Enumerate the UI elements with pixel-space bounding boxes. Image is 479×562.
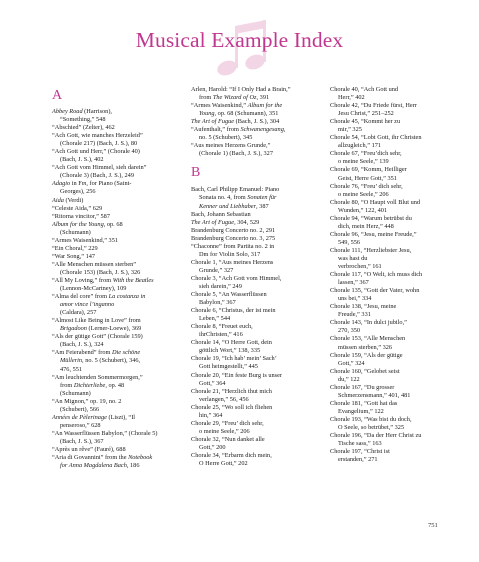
index-column-2 xyxy=(191,86,325,468)
index-entry-text: (Verdi) xyxy=(63,196,84,204)
index-entry xyxy=(191,372,325,388)
index-entry-text: “Als der gütige Gott” (Chorale 159) (Bach, J. S.), 324 xyxy=(52,333,143,349)
index-entry-text: Chorale 94, “Warum betrübst du dich, mein Herz,” 448 xyxy=(330,214,412,230)
index-entry-text: , for Piano (Saint- Georges), 256 xyxy=(60,180,132,196)
index-entry-text: Chorale 29, “Freu’ dich sehr, o meine Seele,” 206 xyxy=(191,419,264,435)
index-entry-text: “Armes Waisenkind,” xyxy=(191,102,248,110)
index-entry-text: “Almost Like Being in Love” from xyxy=(52,317,141,325)
index-entry xyxy=(330,319,456,335)
index-entry-title: m xyxy=(81,180,87,188)
index-entry-text: “Aria di Govannini” from the xyxy=(52,454,129,462)
index-entry xyxy=(191,142,325,158)
index-entry-text: “Ach Gott und Herr,” (Chorale 40) (Bach, J. S.), 402 xyxy=(52,148,140,164)
index-entry xyxy=(330,247,456,271)
index-entry-text: “An Wasserflüssen Babylon,” (Chorale 5) (Bach, J. S.), 367 xyxy=(52,429,158,445)
index-entry-title: Schwanengesang xyxy=(240,126,284,134)
index-entry xyxy=(52,446,186,454)
index-entry-text: Brandenburg Concerto no. 3, 275 xyxy=(191,234,276,242)
index-entry-text: “Après un rêve” (Fauré), 688 xyxy=(52,445,126,453)
index-entry xyxy=(52,148,186,164)
index-entry-text: “Celeste Aida,” 629 xyxy=(52,204,103,212)
index-entry xyxy=(191,420,325,436)
index-entry xyxy=(191,388,325,404)
index-entry-text: Chorale 32, “Nun danket alle Gott,” 200 xyxy=(191,435,265,451)
index-entry-text: Chorale 138, “Jesu, meine Freude,” 331 xyxy=(330,303,397,319)
index-entry-title: Die schöne Müllerin xyxy=(60,349,141,365)
index-entry xyxy=(330,432,456,448)
index-entry-text: Chorale 153, “Alle Menschen müssen sterben,” 326 xyxy=(330,335,406,351)
index-entry-text: Chorale 19, “Ich hab’ mein’ Sach’ Gott heimgestellt,” 445 xyxy=(191,355,277,371)
index-entry xyxy=(330,416,456,432)
index-entry-text: Chorale 111, “Herzliebster Jesu, was hast du verbrochen,” 161 xyxy=(330,246,412,271)
page-number: 751 xyxy=(428,522,438,529)
index-entry-text: Chorale 193, “Was bist du doch, O Seele, so betrübet,” 325 xyxy=(330,415,412,431)
index-entry xyxy=(191,436,325,452)
index-entry-text: Chorale 69, “Komm, Heilliger Geist, Herre Gott,” 351 xyxy=(330,166,407,182)
index-entry-text: “Chaconne” from Partita no. 2 in Dm for Violin Solo, 317 xyxy=(191,242,275,258)
index-entry xyxy=(330,102,456,118)
index-entry xyxy=(52,180,186,196)
index-entry xyxy=(52,132,186,148)
index-entry-text: Chorale 34, “Erbarm dich mein, O Herre Gott,” 202 xyxy=(191,451,272,468)
index-entry xyxy=(191,452,325,468)
index-entry xyxy=(191,291,325,307)
index-entry xyxy=(191,404,325,420)
index-entry-text: , 186 xyxy=(126,462,140,470)
index-entry-text: , 391 xyxy=(256,94,270,102)
index-entry-text: , 304, 529 xyxy=(234,218,260,226)
index-entry-title: With the Beatles xyxy=(112,276,154,284)
index-entry xyxy=(191,186,325,210)
index-entry-text: “War Song,” 147 xyxy=(52,252,96,260)
index-entry-text: Bach, Johann Sebastian xyxy=(191,210,251,218)
index-entry xyxy=(330,150,456,166)
index-entry-text: Chorale 135, “Gott der Vater, wohn uns bei,” 334 xyxy=(330,287,420,303)
index-entry-title: Années de Pèlerinage xyxy=(52,413,107,421)
index-entry-text: “Alle Menschen müssen sterben” (Chorale 153) (Bach, J. S.), 326 xyxy=(52,260,141,276)
index-entry-title: Aida xyxy=(52,196,64,204)
index-entry xyxy=(52,277,186,293)
index-entry xyxy=(191,275,325,291)
index-entry xyxy=(330,215,456,231)
index-entry-text: Chorale 40, “Ach Gott und Herr,” 402 xyxy=(330,86,399,102)
index-entry xyxy=(52,261,186,277)
index-entry-text: (Caldara), 257 xyxy=(60,309,97,317)
index-entry-text: “Alma del core” from xyxy=(52,293,109,301)
index-entry-text: Brandenburg Concerto no. 2, 291 xyxy=(191,226,276,234)
index-entry xyxy=(330,199,456,215)
index-entry xyxy=(330,384,456,400)
index-entry-title: The Art of Fugue xyxy=(191,118,235,126)
index-entry-text: Chorale 21, “Herzlich thut mich verlangen,” 56, 456 xyxy=(191,387,272,403)
index-entry-text: Chorale 96, “Jesu, meine Freude,” 549, 556 xyxy=(330,230,417,246)
index-entry-text: Chorale 167, “Du grosser Schmerzensmann,” 401, 481 xyxy=(330,383,411,399)
index-entry xyxy=(52,108,186,124)
index-entry-title: Notebook for Anna Magdalena Bach xyxy=(60,454,153,470)
index-entry-title: The Art of Fugue xyxy=(191,218,235,226)
index-entry-title: Dichterliebe xyxy=(73,381,106,389)
index-entry xyxy=(330,86,456,102)
index-entry xyxy=(330,118,456,134)
index-entry-text: , no. 5 (Schubert), 345 xyxy=(199,126,286,142)
index-entry-text: Chorale 8, “Freuet euch, ihrChristen,” 416 xyxy=(191,323,253,339)
index-entry xyxy=(191,118,325,126)
index-entry-text: “Aufenthalt,” from xyxy=(191,126,241,134)
index-entry-title: Abbey Road xyxy=(52,108,83,115)
index-entry-text: Chorale 5, “An Wasserflüssen Babylon,” 367 xyxy=(191,291,267,307)
index-entry xyxy=(191,307,325,323)
index-entry-title: Album for the Young xyxy=(199,102,283,118)
index-entry-text: Chorale 80, “O Haupt voll Blut und Wunden,” 122, 401 xyxy=(330,198,421,214)
index-entry xyxy=(52,245,186,253)
index-entry-title: Adagio xyxy=(52,180,71,188)
index-entry xyxy=(330,368,456,384)
index-entry xyxy=(52,213,186,221)
index-entry-text: (Harrison), “Something,” 548 xyxy=(60,108,112,124)
index-entry-text: (Bach, J. S.), 304 xyxy=(234,118,280,126)
index-entry-text: Chorale 6, “Christus, der ist mein Leben,” 544 xyxy=(191,307,276,323)
index-entry-title: Sonaten für Kenner und Liebhaber xyxy=(199,194,277,210)
index-entry xyxy=(191,102,325,118)
index-entry-text: Bach, Carl Philipp Emanuel: Piano Sonata no. 4, from xyxy=(191,186,280,202)
index-entry xyxy=(52,237,186,245)
index-entry-text: “All My Loving,” from xyxy=(52,276,113,284)
index-entry-text: “Am Feierabend” from xyxy=(52,349,112,357)
index-entry xyxy=(330,231,456,247)
index-entry-text: Chorale 159, “Als der gütige Gott,” 324 xyxy=(330,351,403,367)
index-entry-text: Chorale 160, “Gelobet seist du,” 122 xyxy=(330,367,400,383)
index-entry xyxy=(191,339,325,355)
index-entry xyxy=(330,287,456,303)
index-entry xyxy=(52,333,186,349)
section-letter: A xyxy=(52,88,63,103)
index-entry-title: La costanza in amor vince l’inganno xyxy=(60,293,146,309)
index-entry-text: , op. 68 (Schumann), 351 xyxy=(214,110,279,118)
index-column-3 xyxy=(330,86,456,464)
index-entry-text: “Ein Choral,” 229 xyxy=(52,244,98,252)
index-entry xyxy=(330,271,456,287)
index-entry xyxy=(191,243,325,259)
index-entry-text: “Armes Waisenkind,” 351 xyxy=(52,236,119,244)
index-entry-text: “Ach Gott, wie manches Herzeleid” (Chorale 217) (Bach, J. S.), 80 xyxy=(52,132,143,148)
index-entry xyxy=(330,448,456,464)
index-entry-text: “Am leuchtenden Sommermorgen,” from xyxy=(52,373,143,389)
index-entry xyxy=(191,211,325,219)
index-entry-text: Chorale 45, “Kommt her zu mir,” 325 xyxy=(330,118,401,134)
index-entry-text: (Lerner-Loewe), 369 xyxy=(86,325,142,333)
index-entry xyxy=(52,349,186,373)
index-entry xyxy=(52,454,186,470)
index-entry xyxy=(330,352,456,368)
index-entry xyxy=(191,259,325,275)
index-entry-title: Album for the Young xyxy=(52,220,104,228)
index-entry xyxy=(330,335,456,351)
index-entry-text: Chorale 25, “Wo soll ich fliehen hin,” 364 xyxy=(191,403,273,419)
index-entry xyxy=(52,164,186,180)
index-entry xyxy=(52,293,186,317)
index-entry-text: Chorale 197, “Christ ist erstanden,” 271 xyxy=(330,448,390,464)
index-entry-text: Chorale 67, “Freu’dich sehr, o meine Seele,” 139 xyxy=(330,150,402,166)
index-entry xyxy=(52,221,186,237)
index-entry-text: Chorale 14, “O Herre Gott, dein göttlich Wort,” 138, 335 xyxy=(191,339,272,355)
index-entry xyxy=(330,183,456,199)
index-entry xyxy=(330,303,456,319)
index-entry-text: Chorale 181, “Gott hat das Evangelium,” 122 xyxy=(330,399,398,415)
index-entry xyxy=(52,317,186,333)
index-entry xyxy=(191,235,325,243)
index-entry xyxy=(52,124,186,132)
index-entry-text: , 387 xyxy=(256,202,269,210)
index-entry-text: “Ritorna vincitor,” 587 xyxy=(52,212,110,220)
index-entry xyxy=(52,414,186,430)
index-entry xyxy=(330,400,456,416)
index-column-1 xyxy=(52,86,186,470)
index-entry-text: “An Mignon,” op. 19, no. 2 (Schubert), 566 xyxy=(52,397,122,413)
index-entry-text: , no. 5 (Schubert), 346, 476, 551 xyxy=(60,357,141,373)
index-entry-text: (Liszt), “Il penseroso,” 628 xyxy=(60,413,136,429)
index-entry xyxy=(52,197,186,205)
index-entry xyxy=(52,205,186,213)
index-entry xyxy=(52,374,186,398)
index-entry-text: in F xyxy=(70,180,82,188)
section-letter: B xyxy=(191,165,201,181)
page-title: Musical Example Index xyxy=(135,28,344,52)
index-entry xyxy=(330,166,456,182)
index-entry-text: , op. 48 (Schumann) xyxy=(60,381,125,397)
index-entry-text: “Abschied” (Zelter), 462 xyxy=(52,124,115,132)
index-entry-text: Chorale 117, “O Welt, ich muss dich lassen,” 367 xyxy=(330,271,423,287)
index-entry xyxy=(191,126,325,142)
index-entry xyxy=(52,398,186,414)
index-entry-text: (Lennon-McCartney), 109 xyxy=(60,285,127,293)
index-entry-title: The Wizard of Oz xyxy=(212,94,257,102)
index-entry-text: Arlen, Harold: “If I Only Had a Brain,” from xyxy=(191,86,291,102)
index-entry xyxy=(191,219,325,227)
index-entry-text: Chorale 143, “In dulci jubilo,” 270, 350 xyxy=(330,319,407,335)
index-entry xyxy=(191,86,325,102)
index-entry xyxy=(191,355,325,371)
index-entry-text: , op. 68 (Schumann) xyxy=(60,220,123,236)
index-entry xyxy=(330,134,456,150)
index-entry-text: Chorale 196, “Da der Herr Christ zu Tische sass,” 163 xyxy=(330,432,422,448)
index-entry-title: Brigadoon xyxy=(60,325,87,333)
index-entry-text: “Aus meines Herzens Grunde,” (Chorale 1) (Bach, J. S.), 327 xyxy=(191,142,273,158)
index-entry-text: Chorale 1, “Aus meines Herzens Grunde,” 327 xyxy=(191,258,274,274)
index-entry-text: Chorale 3, “Ach Gott vom Himmel, sieh darein,” 249 xyxy=(191,274,282,290)
index-entry xyxy=(191,323,325,339)
index-entry-text: “Ach Gott vom Himmel, sieh darein” (Chorale 3) (Bach, J. S.), 249 xyxy=(52,164,147,180)
index-entry-text: Chorale 20, “Ein feste Burg is unser Gott,” 364 xyxy=(191,371,282,387)
index-entry-text: Chorale 54, “Lobt Gott, ihr Christen allzugleich,” 171 xyxy=(330,134,422,150)
index-entry-text: Chorale 76, “Freu’ dich sehr, o meine Seele,” 206 xyxy=(330,182,403,198)
index-entry xyxy=(52,430,186,446)
index-entry-text: Chorale 42, “Du Friede fürst, Herr Jesu Christ,” 251–252 xyxy=(330,102,417,118)
index-entry xyxy=(191,227,325,235)
index-entry xyxy=(52,253,186,261)
